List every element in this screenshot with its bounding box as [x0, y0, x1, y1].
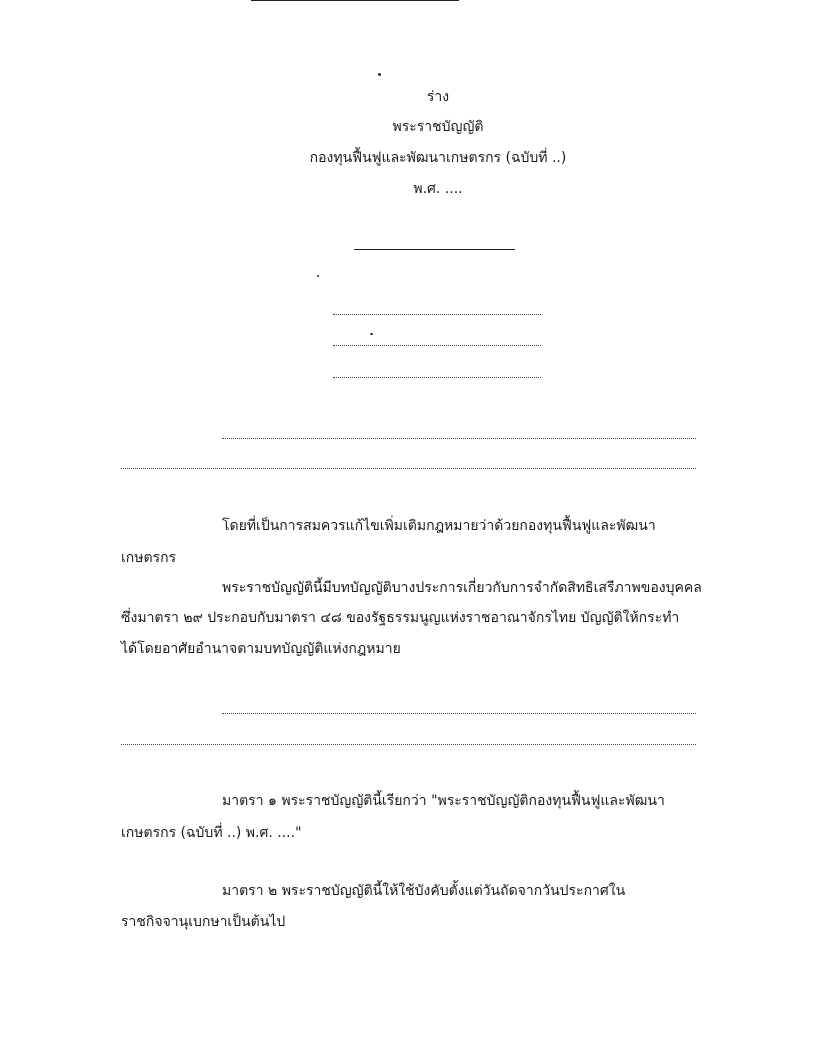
preamble-line-1: โดยที่เป็นการสมควรแก้ไขเพิ่มเติมกฎหมายว่าด้วยกองทุนฟื้นฟูและพัฒนา	[222, 518, 656, 534]
preamble-line-2: เกษตรกร	[121, 550, 177, 566]
section-2-line-2: ราชกิจจานุเบกษาเป็นต้นไป	[121, 914, 286, 930]
preamble-line-5: ได้โดยอาศัยอำนาจตามบทบัญญัติแห่งกฎหมาย	[121, 641, 401, 657]
dotted-line-7	[121, 744, 696, 745]
section-1-line-2: เกษตรกร (ฉบับที่ ..) พ.ศ. ...."	[121, 825, 302, 841]
act-name: กองทุนฟื้นฟูและพัฒนาเกษตรกร (ฉบับที่ ..)	[309, 150, 567, 166]
scan-speck	[317, 275, 319, 277]
title-divider	[354, 249, 515, 250]
section-2-line-1: มาตรา ๒ พระราชบัญญัตินี้ให้ใช้บังคับตั้งแต่วันถัดจากวันประกาศใน	[222, 883, 626, 899]
preamble-line-4: ซึ่งมาตรา ๒๙ ประกอบกับมาตรา ๔๘ ของรัฐธรรมนูญแห่งราชอาณาจักรไทย บัญญัติให้กระทำ	[121, 610, 680, 626]
scan-speck	[378, 73, 381, 76]
dotted-line-2	[333, 345, 541, 346]
dotted-line-3	[333, 377, 541, 378]
scan-speck	[370, 333, 373, 335]
dotted-line-1	[333, 314, 541, 315]
draft-label: ร่าง	[426, 89, 450, 105]
top-underline	[251, 0, 459, 1]
dotted-line-5	[121, 468, 696, 469]
year-label: พ.ศ. ....	[413, 181, 463, 197]
dotted-line-6	[222, 713, 696, 714]
act-label: พระราชบัญญัติ	[392, 119, 484, 135]
preamble-line-3: พระราชบัญญัตินี้มีบทบัญญัติบางประการเกี่ยวกับการจำกัดสิทธิเสรีภาพของบุคคล	[222, 580, 702, 596]
dotted-line-4	[222, 438, 696, 439]
section-1-line-1: มาตรา ๑ พระราชบัญญัตินี้เรียกว่า "พระราชบัญญัติกองทุนฟื้นฟูและพัฒนา	[222, 793, 665, 809]
